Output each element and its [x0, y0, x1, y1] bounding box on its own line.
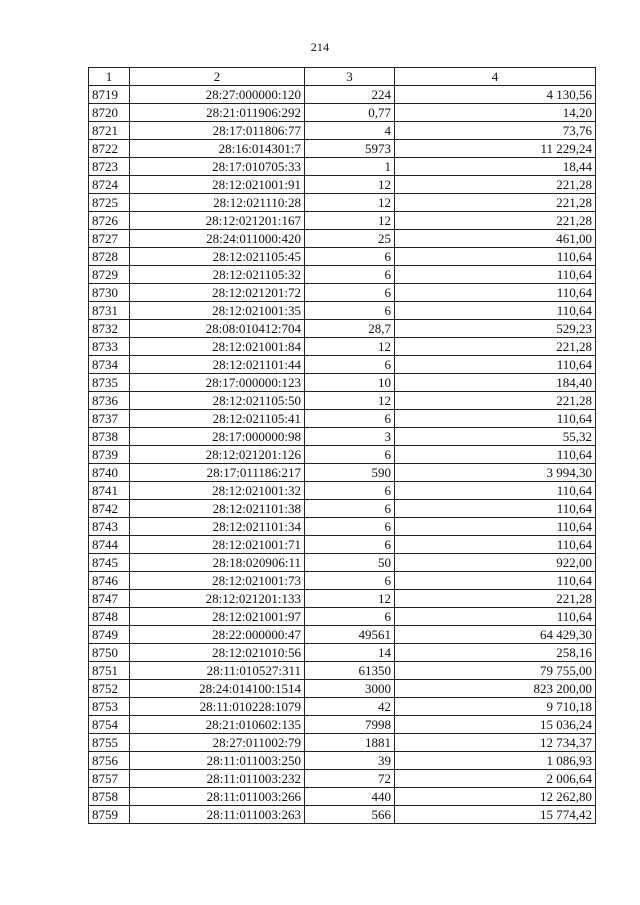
row-number-cell: 8750 — [89, 644, 130, 662]
table-row — [89, 410, 596, 428]
cadastral-number-cell: 28:17:011806:77 — [130, 122, 305, 140]
row-number-cell: 8733 — [89, 338, 130, 356]
cadastral-number-cell: 28:12:021201:126 — [130, 446, 305, 464]
cadastral-number-cell: 28:12:021001:71 — [130, 536, 305, 554]
cadastral-number-cell: 28:12:021101:44 — [130, 356, 305, 374]
row-number-cell: 8721 — [89, 122, 130, 140]
row-number-cell: 8759 — [89, 806, 130, 824]
row-number-cell: 8719 — [89, 86, 130, 104]
row-number-cell: 8749 — [89, 626, 130, 644]
area-cell: 1 — [305, 158, 395, 176]
amount-cell: 1 086,93 — [395, 752, 596, 770]
table-row — [89, 86, 596, 104]
cadastral-number-cell: 28:12:021001:32 — [130, 482, 305, 500]
cadastral-number-cell: 28:27:011002:79 — [130, 734, 305, 752]
table-row — [89, 158, 596, 176]
cadastral-number-cell: 28:12:021010:56 — [130, 644, 305, 662]
cadastral-number-cell: 28:12:021105:41 — [130, 410, 305, 428]
row-number-cell: 8730 — [89, 284, 130, 302]
table-row — [89, 194, 596, 212]
table-row — [89, 518, 596, 536]
amount-cell: 221,28 — [395, 338, 596, 356]
table-row — [89, 590, 596, 608]
header-row — [89, 68, 596, 86]
row-number-cell: 8743 — [89, 518, 130, 536]
row-number-cell: 8724 — [89, 176, 130, 194]
row-number-cell: 8745 — [89, 554, 130, 572]
amount-cell: 64 429,30 — [395, 626, 596, 644]
amount-cell: 110,64 — [395, 500, 596, 518]
amount-cell: 15 774,42 — [395, 806, 596, 824]
cadastral-number-cell: 28:12:021001:73 — [130, 572, 305, 590]
amount-cell: 110,64 — [395, 302, 596, 320]
row-number-cell: 8740 — [89, 464, 130, 482]
cadastral-number-cell: 28:16:014301:7 — [130, 140, 305, 158]
table-row — [89, 284, 596, 302]
amount-cell: 110,64 — [395, 536, 596, 554]
area-cell: 1881 — [305, 734, 395, 752]
area-cell: 10 — [305, 374, 395, 392]
cadastral-number-cell: 28:12:021110:28 — [130, 194, 305, 212]
area-cell: 3 — [305, 428, 395, 446]
cadastral-number-cell: 28:17:000000:98 — [130, 428, 305, 446]
area-cell: 6 — [305, 302, 395, 320]
cadastral-number-cell: 28:12:021105:50 — [130, 392, 305, 410]
cadastral-number-cell: 28:12:021001:97 — [130, 608, 305, 626]
cadastral-number-cell: 28:17:000000:123 — [130, 374, 305, 392]
area-cell: 0,77 — [305, 104, 395, 122]
area-cell: 6 — [305, 248, 395, 266]
table-row — [89, 230, 596, 248]
row-number-cell: 8746 — [89, 572, 130, 590]
cadastral-number-cell: 28:17:010705:33 — [130, 158, 305, 176]
table-row — [89, 104, 596, 122]
table-row — [89, 734, 596, 752]
table-row — [89, 392, 596, 410]
table-row — [89, 482, 596, 500]
row-number-cell: 8727 — [89, 230, 130, 248]
table-row — [89, 752, 596, 770]
row-number-cell: 8739 — [89, 446, 130, 464]
cadastral-number-cell: 28:12:021201:167 — [130, 212, 305, 230]
row-number-cell: 8755 — [89, 734, 130, 752]
column-header-3: 3 — [305, 68, 395, 86]
table-row — [89, 464, 596, 482]
cadastral-number-cell: 28:12:021101:34 — [130, 518, 305, 536]
cadastral-number-cell: 28:12:021105:45 — [130, 248, 305, 266]
column-header-1: 1 — [89, 68, 130, 86]
row-number-cell: 8756 — [89, 752, 130, 770]
table-row — [89, 626, 596, 644]
amount-cell: 73,76 — [395, 122, 596, 140]
amount-cell: 221,28 — [395, 590, 596, 608]
area-cell: 12 — [305, 392, 395, 410]
cadastral-number-cell: 28:22:000000:47 — [130, 626, 305, 644]
table-row — [89, 554, 596, 572]
amount-cell: 4 130,56 — [395, 86, 596, 104]
table-row — [89, 374, 596, 392]
row-number-cell: 8754 — [89, 716, 130, 734]
cadastral-number-cell: 28:12:021201:72 — [130, 284, 305, 302]
cadastral-number-cell: 28:11:011003:232 — [130, 770, 305, 788]
row-number-cell: 8758 — [89, 788, 130, 806]
cadastral-number-cell: 28:08:010412:704 — [130, 320, 305, 338]
row-number-cell: 8731 — [89, 302, 130, 320]
page-number: 214 — [310, 40, 330, 54]
table-row — [89, 212, 596, 230]
row-number-cell: 8748 — [89, 608, 130, 626]
cadastral-number-cell: 28:12:021201:133 — [130, 590, 305, 608]
amount-cell: 12 734,37 — [395, 734, 596, 752]
amount-cell: 12 262,80 — [395, 788, 596, 806]
area-cell: 5973 — [305, 140, 395, 158]
table-row — [89, 338, 596, 356]
area-cell: 6 — [305, 500, 395, 518]
amount-cell: 221,28 — [395, 176, 596, 194]
area-cell: 14 — [305, 644, 395, 662]
area-cell: 4 — [305, 122, 395, 140]
row-number-cell: 8737 — [89, 410, 130, 428]
row-number-cell: 8757 — [89, 770, 130, 788]
amount-cell: 110,64 — [395, 482, 596, 500]
amount-cell: 14,20 — [395, 104, 596, 122]
table-body — [89, 86, 596, 824]
row-number-cell: 8752 — [89, 680, 130, 698]
cadastral-number-cell: 28:24:011000:420 — [130, 230, 305, 248]
amount-cell: 79 755,00 — [395, 662, 596, 680]
cadastral-number-cell: 28:21:010602:135 — [130, 716, 305, 734]
amount-cell: 922,00 — [395, 554, 596, 572]
area-cell: 42 — [305, 698, 395, 716]
row-number-cell: 8723 — [89, 158, 130, 176]
area-cell: 25 — [305, 230, 395, 248]
area-cell: 61350 — [305, 662, 395, 680]
cadastral-number-cell: 28:12:021101:38 — [130, 500, 305, 518]
area-cell: 3000 — [305, 680, 395, 698]
area-cell: 440 — [305, 788, 395, 806]
table-row — [89, 122, 596, 140]
table-row — [89, 716, 596, 734]
area-cell: 49561 — [305, 626, 395, 644]
amount-cell: 461,00 — [395, 230, 596, 248]
table-row — [89, 320, 596, 338]
amount-cell: 11 229,24 — [395, 140, 596, 158]
cadastral-number-cell: 28:11:011003:266 — [130, 788, 305, 806]
area-cell: 6 — [305, 266, 395, 284]
row-number-cell: 8728 — [89, 248, 130, 266]
row-number-cell: 8742 — [89, 500, 130, 518]
area-cell: 6 — [305, 356, 395, 374]
row-number-cell: 8732 — [89, 320, 130, 338]
cadastral-number-cell: 28:11:011003:263 — [130, 806, 305, 824]
amount-cell: 2 006,64 — [395, 770, 596, 788]
area-cell: 6 — [305, 446, 395, 464]
amount-cell: 221,28 — [395, 212, 596, 230]
table-row — [89, 446, 596, 464]
cadastral-number-cell: 28:24:014100:1514 — [130, 680, 305, 698]
table-row — [89, 770, 596, 788]
row-number-cell: 8736 — [89, 392, 130, 410]
amount-cell: 221,28 — [395, 194, 596, 212]
area-cell: 6 — [305, 482, 395, 500]
cadastral-number-cell: 28:12:021105:32 — [130, 266, 305, 284]
row-number-cell: 8725 — [89, 194, 130, 212]
table-row — [89, 248, 596, 266]
table-row — [89, 698, 596, 716]
amount-cell: 110,64 — [395, 284, 596, 302]
table-row — [89, 662, 596, 680]
row-number-cell: 8729 — [89, 266, 130, 284]
amount-cell: 110,64 — [395, 248, 596, 266]
cadastral-number-cell: 28:12:021001:91 — [130, 176, 305, 194]
area-cell: 6 — [305, 572, 395, 590]
amount-cell: 110,64 — [395, 518, 596, 536]
cadastral-number-cell: 28:27:000000:120 — [130, 86, 305, 104]
amount-cell: 3 994,30 — [395, 464, 596, 482]
area-cell: 6 — [305, 608, 395, 626]
table-row — [89, 176, 596, 194]
area-cell: 12 — [305, 590, 395, 608]
area-cell: 6 — [305, 518, 395, 536]
table-row — [89, 302, 596, 320]
table-row — [89, 140, 596, 158]
table-row — [89, 356, 596, 374]
cadastral-number-cell: 28:11:010228:1079 — [130, 698, 305, 716]
data-table — [88, 67, 596, 824]
amount-cell: 18,44 — [395, 158, 596, 176]
row-number-cell: 8753 — [89, 698, 130, 716]
amount-cell: 110,64 — [395, 410, 596, 428]
area-cell: 12 — [305, 194, 395, 212]
area-cell: 6 — [305, 410, 395, 428]
row-number-cell: 8720 — [89, 104, 130, 122]
row-number-cell: 8735 — [89, 374, 130, 392]
cadastral-number-cell: 28:11:011003:250 — [130, 752, 305, 770]
cadastral-number-cell: 28:11:010527:311 — [130, 662, 305, 680]
cadastral-number-cell: 28:17:011186:217 — [130, 464, 305, 482]
table-row — [89, 572, 596, 590]
amount-cell: 110,64 — [395, 608, 596, 626]
table-row — [89, 680, 596, 698]
table-row — [89, 536, 596, 554]
area-cell: 6 — [305, 536, 395, 554]
area-cell: 6 — [305, 284, 395, 302]
table-row — [89, 266, 596, 284]
row-number-cell: 8751 — [89, 662, 130, 680]
row-number-cell: 8747 — [89, 590, 130, 608]
area-cell: 72 — [305, 770, 395, 788]
area-cell: 50 — [305, 554, 395, 572]
area-cell: 12 — [305, 212, 395, 230]
table-row — [89, 644, 596, 662]
amount-cell: 110,64 — [395, 572, 596, 590]
area-cell: 12 — [305, 338, 395, 356]
amount-cell: 55,32 — [395, 428, 596, 446]
cadastral-number-cell: 28:12:021001:84 — [130, 338, 305, 356]
amount-cell: 184,40 — [395, 374, 596, 392]
area-cell: 566 — [305, 806, 395, 824]
amount-cell: 110,64 — [395, 356, 596, 374]
area-cell: 7998 — [305, 716, 395, 734]
column-header-4: 4 — [395, 68, 596, 86]
row-number-cell: 8738 — [89, 428, 130, 446]
area-cell: 12 — [305, 176, 395, 194]
row-number-cell: 8741 — [89, 482, 130, 500]
table-row — [89, 608, 596, 626]
amount-cell: 221,28 — [395, 392, 596, 410]
amount-cell: 823 200,00 — [395, 680, 596, 698]
row-number-cell: 8744 — [89, 536, 130, 554]
table-row — [89, 806, 596, 824]
table-row — [89, 788, 596, 806]
area-cell: 224 — [305, 86, 395, 104]
area-cell: 39 — [305, 752, 395, 770]
table-row — [89, 500, 596, 518]
cadastral-number-cell: 28:12:021001:35 — [130, 302, 305, 320]
area-cell: 590 — [305, 464, 395, 482]
row-number-cell: 8722 — [89, 140, 130, 158]
column-header-2: 2 — [130, 68, 305, 86]
row-number-cell: 8726 — [89, 212, 130, 230]
amount-cell: 15 036,24 — [395, 716, 596, 734]
amount-cell: 258,16 — [395, 644, 596, 662]
cadastral-number-cell: 28:18:020906:11 — [130, 554, 305, 572]
table-row — [89, 428, 596, 446]
amount-cell: 110,64 — [395, 446, 596, 464]
amount-cell: 529,23 — [395, 320, 596, 338]
amount-cell: 9 710,18 — [395, 698, 596, 716]
cadastral-number-cell: 28:21:011906:292 — [130, 104, 305, 122]
amount-cell: 110,64 — [395, 266, 596, 284]
row-number-cell: 8734 — [89, 356, 130, 374]
area-cell: 28,7 — [305, 320, 395, 338]
